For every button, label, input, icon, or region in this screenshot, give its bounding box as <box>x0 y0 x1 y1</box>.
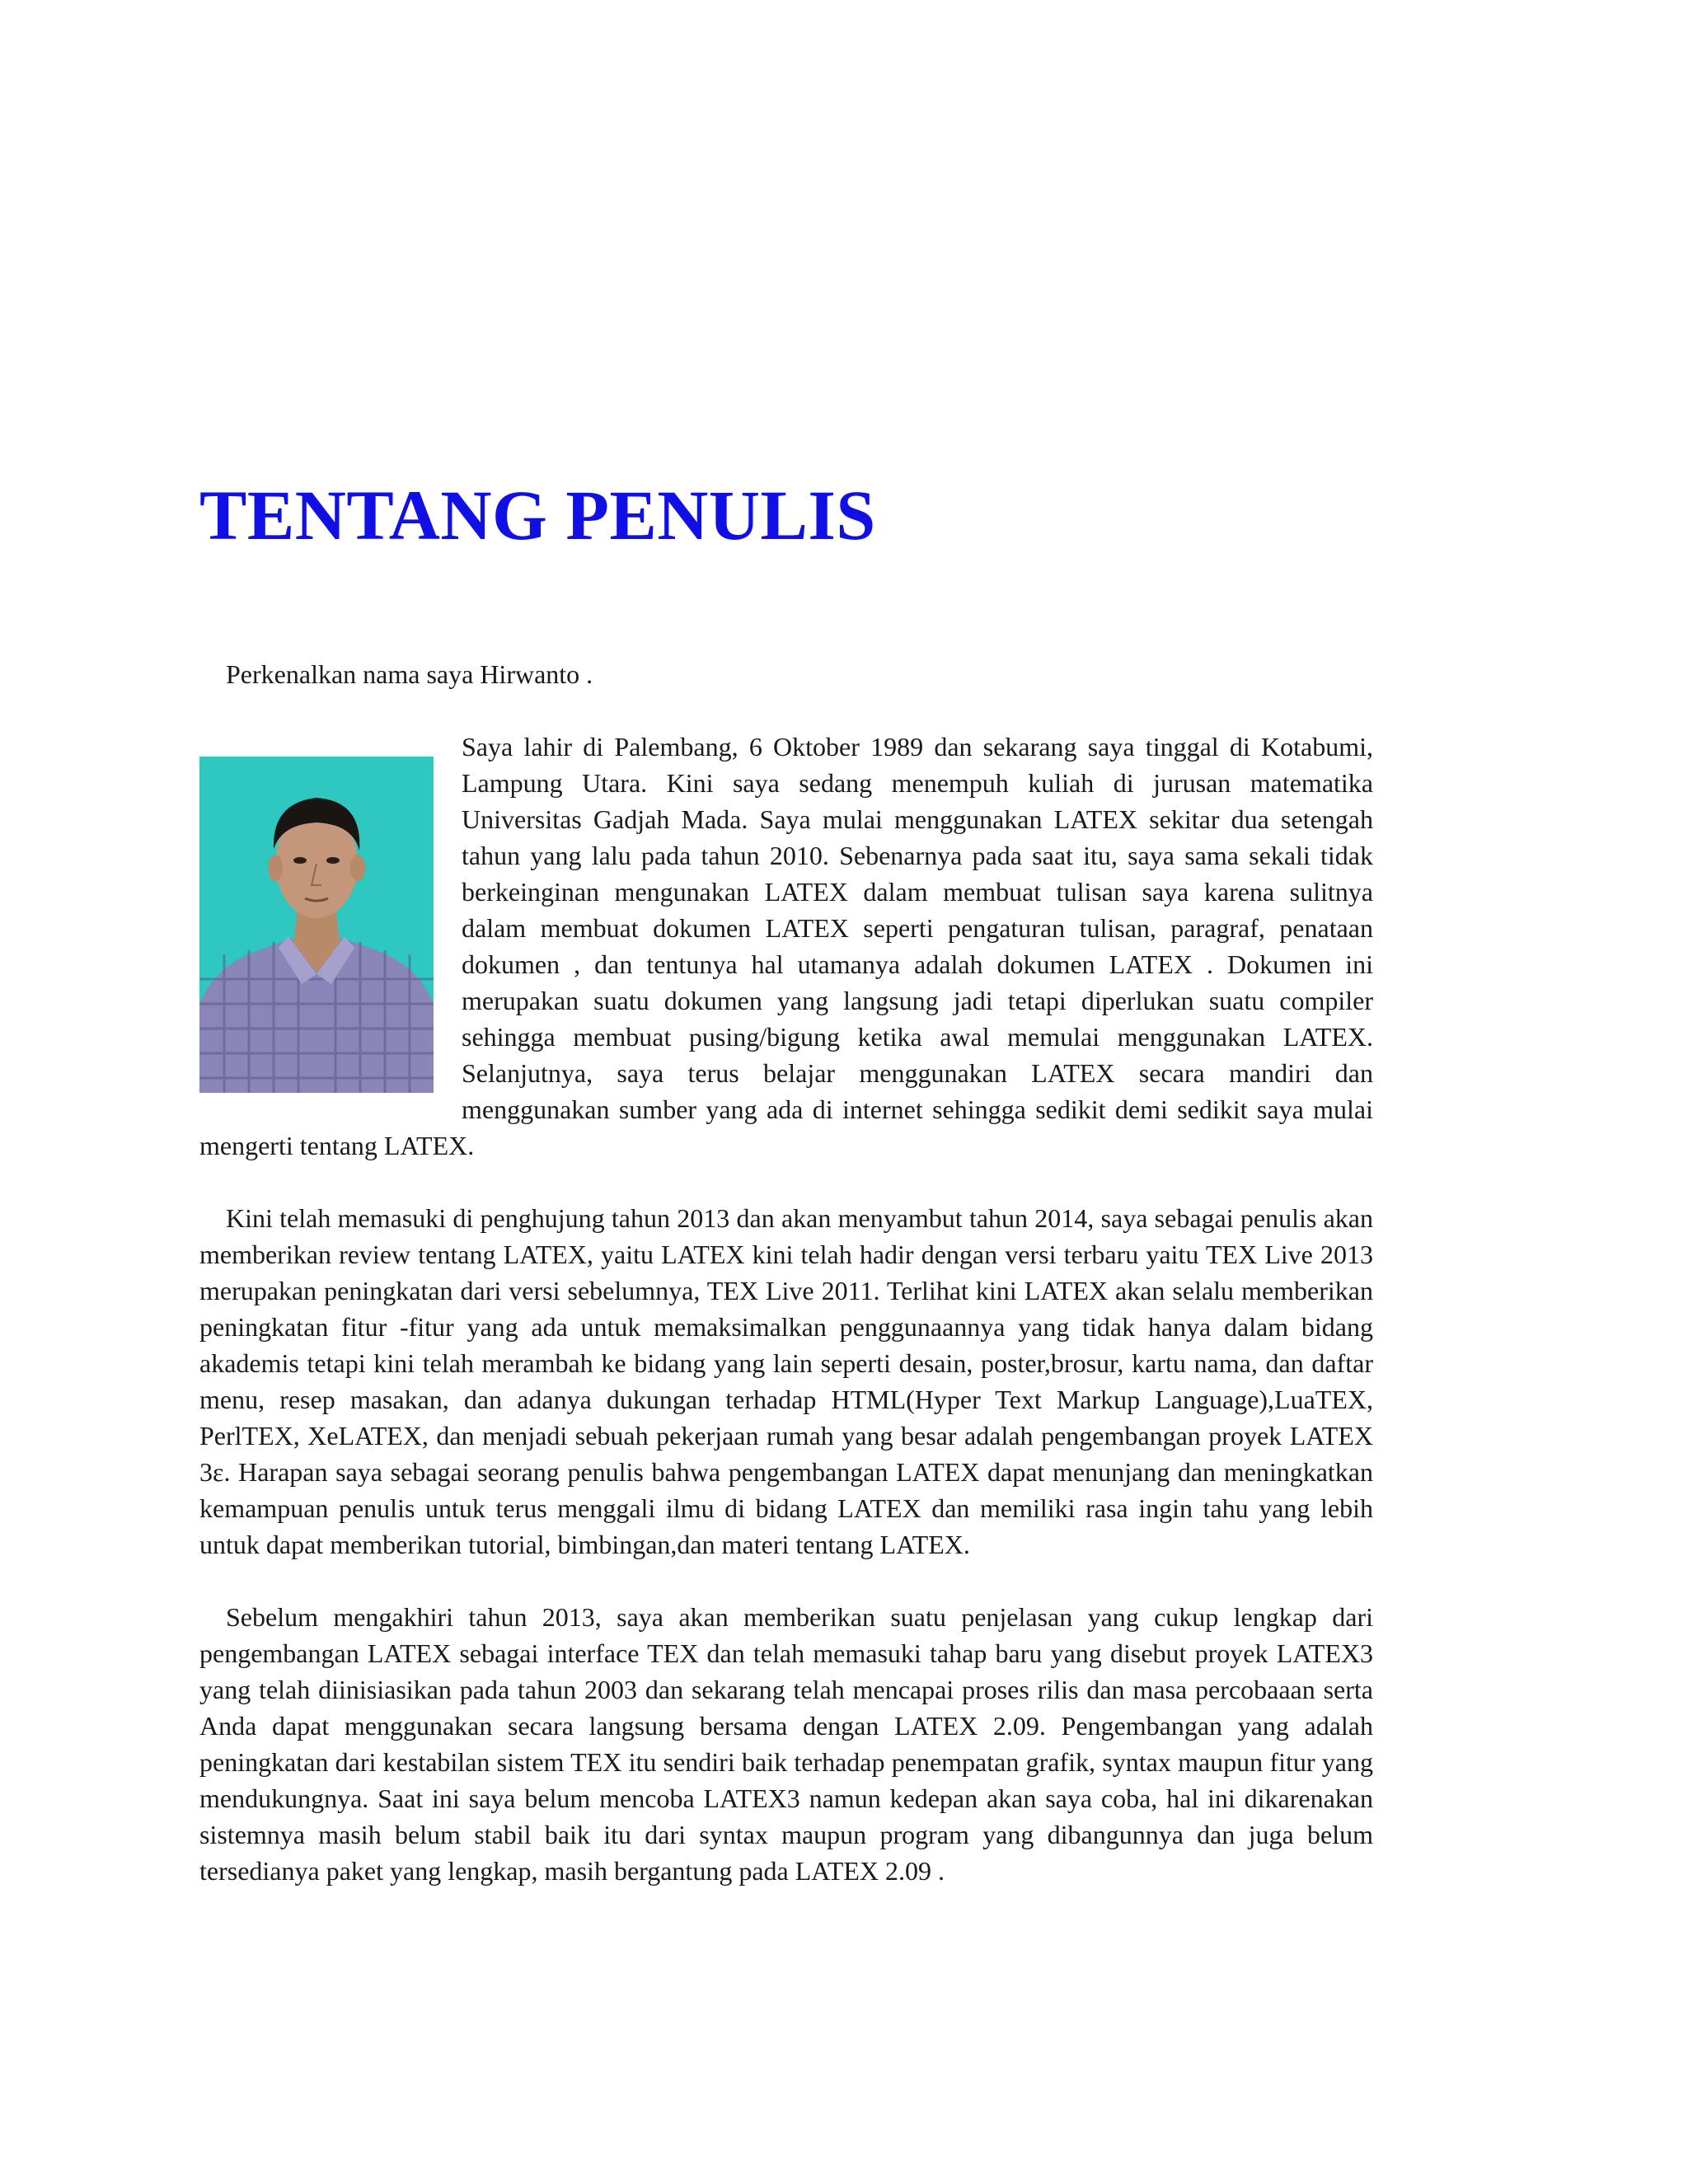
review-paragraph: Kini telah memasuki di penghujung tahun 2013 dan akan menyambut tahun 2014, saya sebagai penulis akan memberikan review tentang LATEX, yaitu LATEX kini telah hadir dengan versi terbaru yaitu TEX Live 2013 merupakan peningkatan dari versi sebelumnya, TEX Live 2011. Terlihat kini LATEX akan selalu memberikan peningkatan fitur -fitur yang ada untuk memaksimalkan penggunaannya yang tidak hanya dalam bidang akademis tetapi kini telah merambah ke bidang yang lain seperti desain, poster,brosur, kartu nama, dan daftar menu, resep masakan, dan adanya dukungan terhadap HTML(Hyper Text Markup Language),LuaTEX, PerlTEX, XeLATEX, dan menjadi sebuah pekerjaan rumah yang besar adalah pengembangan proyek LATEX 3ε. Harapan saya sebagai seorang penulis bahwa pengembangan LATEX dapat menunjang dan meningkatkan kemampuan penulis untuk terus menggali ilmu di bidang LATEX dan memiliki rasa ingin tahu yang lebih untuk dapat memberikan tutorial, bimbingan,dan materi tentang LATEX. <box>199 1203 1373 1559</box>
page <box>199 0 1373 2184</box>
intro-paragraph: Perkenalkan nama saya Hirwanto . <box>226 659 593 689</box>
chapter-title: TENTANG PENULIS <box>199 476 876 555</box>
bio-paragraph: Saya lahir di Palembang, 6 Oktober 1989 dan sekarang saya tinggal di Kotabumi, Lampung Utara. Kini saya sedang menempuh kuliah di jurusan matematika Universitas Gadjah Mada. Saya mulai menggunakan LATEX sekitar dua setengah tahun yang lalu pada tahun 2010. Sebenarnya pada saat itu, saya sama sekali tidak berkeinginan mengunakan LATEX dalam membuat tulisan saya karena sulitnya dalam membuat dokumen LATEX seperti pengaturan tulisan, paragraf, penataan dokumen , dan tentunya hal utamanya adalah dokumen LATEX . Dokumen ini merupakan suatu dokumen yang langsung jadi tetapi diperlukan suatu compiler sehingga membuat pusing/bigung ketika awal memulai menggunakan LATEX. Selanjutnya, saya terus belajar menggunakan LATEX secara mandiri dan menggunakan sumber yang ada di internet sehingga sedikit demi sedikit saya mulai mengerti tentang LATEX. <box>199 732 1373 1160</box>
author-portrait-image <box>199 757 434 1093</box>
latex3-paragraph: Sebelum mengakhiri tahun 2013, saya akan memberikan suatu penjelasan yang cukup lengkap dari pengembangan LATEX sebagai interface TEX dan telah memasuki tahap baru yang disebut proyek LATEX3 yang telah diinisiasikan pada tahun 2003 dan sekarang telah mencapai proses rilis dan masa percobaaan serta Anda dapat menggunakan secara langsung bersama dengan LATEX 2.09. Pengembangan yang adalah peningkatan dari kestabilan sistem TEX itu sendiri baik terhadap penempatan grafik, syntax maupun fitur yang mendukungnya. Saat ini saya belum mencoba LATEX3 namun kedepan akan saya coba, hal ini dikarenakan sistemnya masih belum stabil baik itu dari syntax maupun program yang dibangunnya dan juga belum tersedianya paket yang lengkap, masih bergantung pada LATEX 2.09 . <box>199 1602 1373 1886</box>
body-text <box>199 656 1373 1889</box>
author-photo <box>199 757 434 1093</box>
